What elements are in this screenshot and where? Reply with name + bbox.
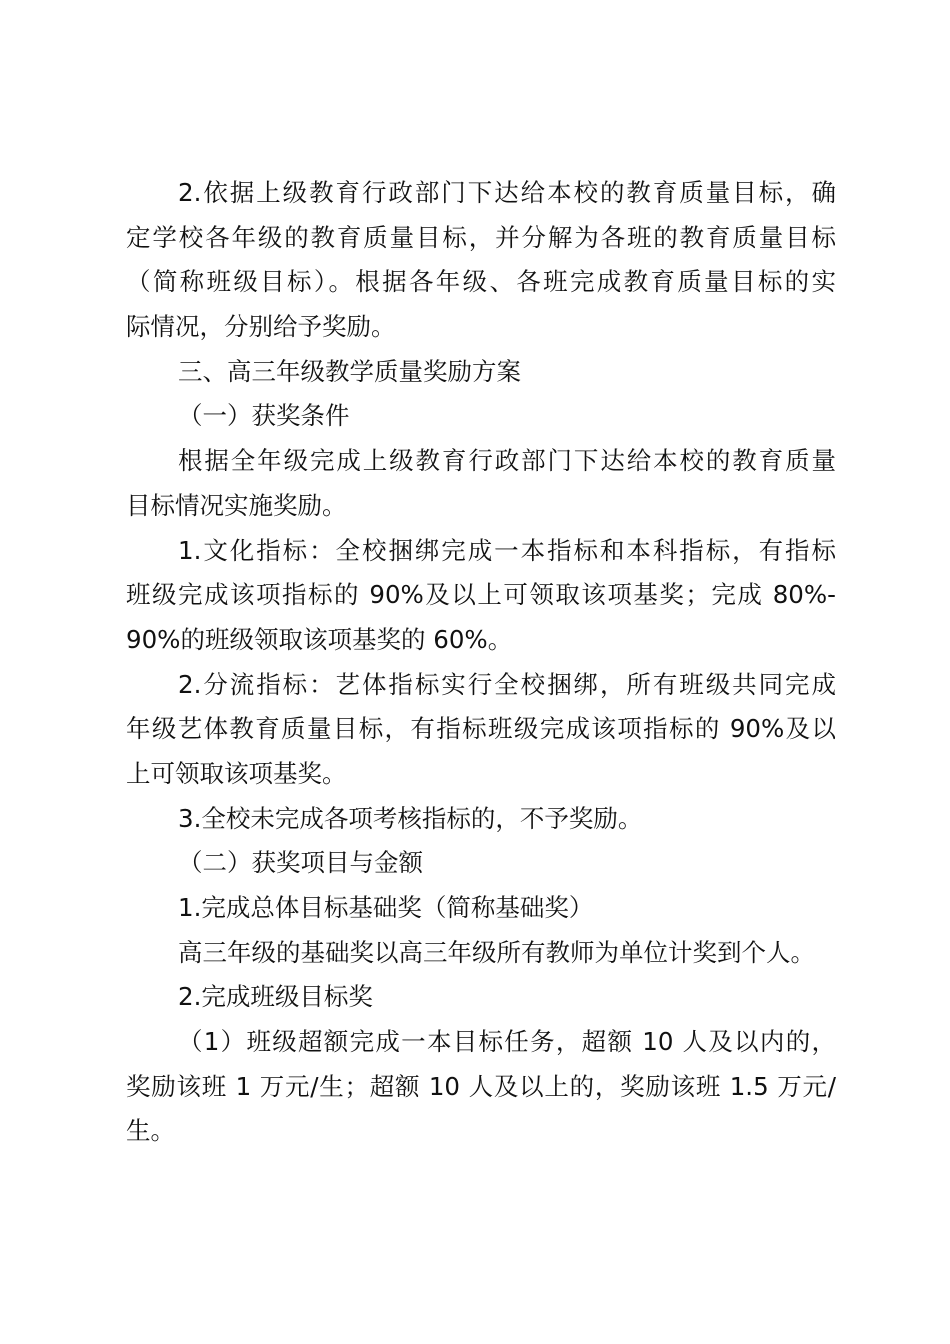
paragraph-line: 90%的班级领取该项基奖的 60%。 (126, 624, 513, 654)
paragraph-line: 1.文化指标：全校捆绑完成一本指标和本科指标，有指标 (178, 535, 836, 565)
paragraph-line: （简称班级目标）。根据各年级、各班完成教育质量目标的实 (126, 267, 836, 297)
paragraph-line: 3.全校未完成各项考核指标的，不予奖励。 (178, 803, 643, 833)
paragraph-line: 高三年级的基础奖以高三年级所有教师为单位计奖到个人。 (178, 937, 815, 967)
paragraph-line: 定学校各年级的教育质量目标，并分解为各班的教育质量目标 (126, 222, 836, 252)
paragraph-line: 2.分流指标：艺体指标实行全校捆绑，所有班级共同完成 (178, 669, 836, 699)
paragraph-line: 2.依据上级教育行政部门下达给本校的教育质量目标，确 (178, 178, 836, 207)
paragraph-line: 生。 (126, 1116, 175, 1146)
paragraph-line: 年级艺体教育质量目标，有指标班级完成该项指标的 90%及以 (126, 714, 836, 744)
subsection-heading: （一）获奖条件 (178, 401, 350, 431)
paragraph-line: 班级完成该项指标的 90%及以上可领取该项基奖；完成 80%- (126, 580, 836, 610)
paragraph-line: 根据全年级完成上级教育行政部门下达给本校的教育质量 (178, 446, 836, 476)
paragraph-line: （1）班级超额完成一本目标任务，超额 10 人及以内的， (178, 1027, 836, 1057)
document-body (126, 171, 836, 1154)
paragraph-line: 上可领取该项基奖。 (126, 758, 347, 788)
paragraph-line: 2.完成班级目标奖 (178, 982, 373, 1012)
subsection-heading: （二）获奖项目与金额 (178, 848, 423, 878)
section-heading: 三、高三年级教学质量奖励方案 (178, 356, 521, 386)
paragraph-line: 奖励该班 1 万元/生；超额 10 人及以上的，奖励该班 1.5 万元/ (126, 1071, 836, 1101)
paragraph-line: 目标情况实施奖励。 (126, 490, 347, 520)
paragraph-line: 1.完成总体目标基础奖（简称基础奖） (178, 893, 594, 922)
paragraph-line: 际情况，分别给予奖励。 (126, 312, 396, 342)
